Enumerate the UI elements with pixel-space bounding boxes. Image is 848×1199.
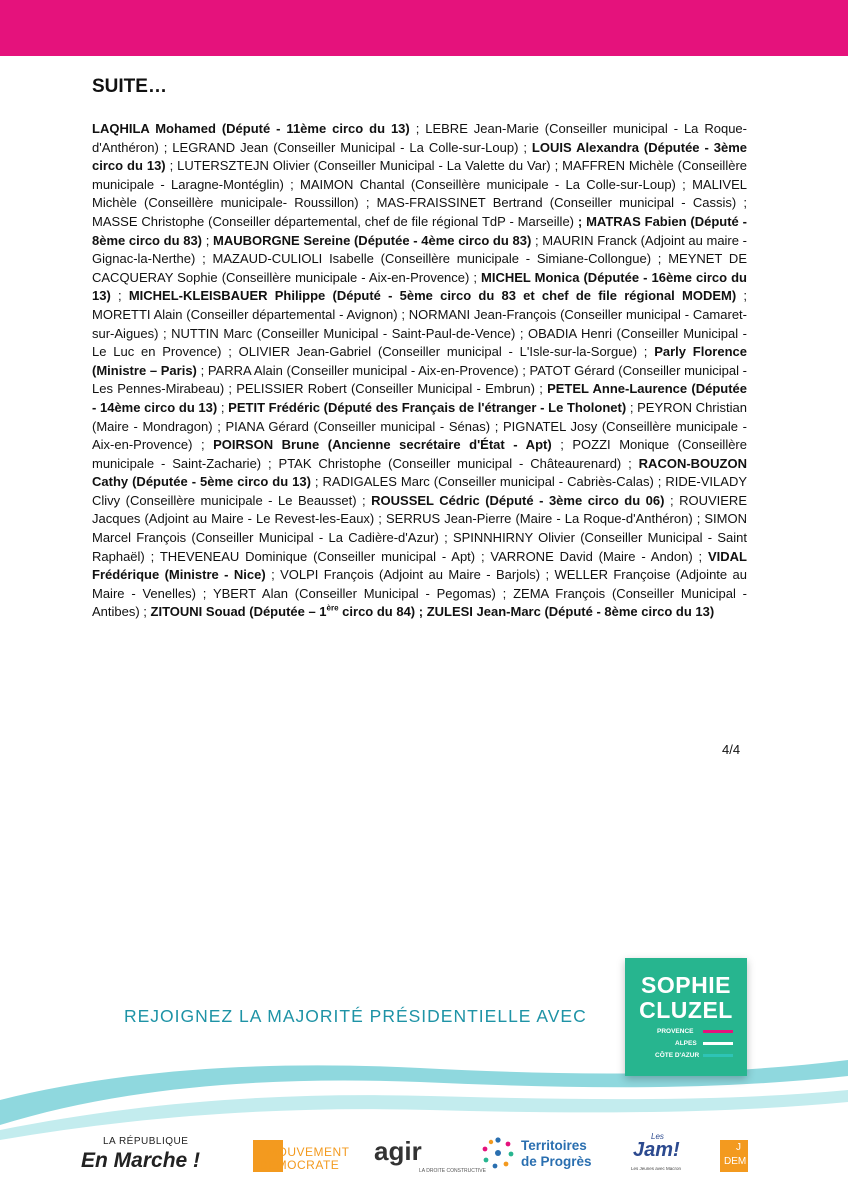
text-run: ; PEYRON Christian (Maire - Mondragon) ; PIANA Gérard (Conseiller municipal - Sénas) ; PIGNATEL Josy (Conseillère municipale - Aix-en-Provence) ; xyxy=(92,399,747,453)
bold-run: POIRSON Brune (Ancienne secrétaire d'État - Apt) xyxy=(213,437,552,453)
region-bar-pink xyxy=(703,1030,733,1033)
modem-logo-line-2: DEMOCRATE xyxy=(259,1158,340,1172)
page-number: 4/4 xyxy=(722,742,741,757)
jeunes-democrates-logo xyxy=(720,1140,748,1172)
territoires-logo-line-2: de Progrès xyxy=(521,1154,592,1169)
bold-run: LOUIS Alexandra (Députée - 3ème circo du 13) xyxy=(92,139,747,174)
text-run: ; ROUVIERE Jacques (Adjoint au Maire - Le Revest-les-Eaux) ; SERRUS Jean-Pierre (Maire - La Roque-d'Anthéron) ; SIMON Marcel François (Conseiller Municipal - La Cadière-d'Azur) ; SPINNHIRNY Olivier (Conseiller Municipal - Saint Raphaël) ; THEVENEAU Dominique (Conseiller municipal - Apt) ; VARRONE David (Maire - Andon) ; xyxy=(92,492,747,564)
text-run: ; RADIGALES Marc (Conseiller municipal - Cabriès-Calas) ; RIDE-VILADY Clivy (Conseillère municipale - Le Beausset) ; xyxy=(92,474,747,508)
superscript-run: ère xyxy=(326,604,339,614)
bold-run: ; MATRAS Fabien (Député - 8ème circo du 83) xyxy=(92,213,747,248)
text-run: ; POZZI Monique (Conseillère municipale - Saint-Zacharie) ; PTAK Christophe (Conseiller municipal - Châteaurenard) ; xyxy=(92,437,747,471)
modem-logo-line-1: MOUVEMENT xyxy=(267,1145,350,1159)
territoires-de-progres-icon xyxy=(480,1135,516,1171)
jam-logo-top: Les xyxy=(651,1132,664,1141)
bold-run: Parly Florence (Ministre – Paris) xyxy=(92,344,747,378)
candidate-last-name: CLUZEL xyxy=(639,997,733,1023)
bold-run: VIDAL Frédérique (Ministre - Nice) xyxy=(92,548,747,583)
text-run: ; xyxy=(110,288,129,304)
bold-run: MAUBORGNE Sereine (Députée - 4ème circo du 83) xyxy=(212,232,532,248)
text-run: ; LEBRE Jean-Marie (Conseiller municipal - La Roque-d'Anthéron) ; LEGRAND Jean (Conseiller Municipal - La Colle-sur-Loup) ; xyxy=(92,121,747,155)
lrem-logo: En Marche ! xyxy=(81,1149,201,1172)
candidate-logo xyxy=(625,958,747,1076)
agir-logo-subtitle: LA DROITE CONSTRUCTIVE xyxy=(419,1168,486,1174)
text-run: ; MAURIN Franck (Adjoint au maire - Gignac-la-Nerthe) ; MAZAUD-CULIOLI Isabelle (Conseillère municipale - Simiane-Collongue) ; MEYNET DE CACQUERAY Sophie (Conseillère municipale - Aix-en-Provence) ; xyxy=(92,232,747,285)
footer-tagline: REJOIGNEZ LA MAJORITÉ PRÉSIDENTIELLE AVEC xyxy=(124,1006,587,1026)
jam-logo-text: Jam! xyxy=(633,1139,680,1161)
modem-logo xyxy=(253,1140,351,1172)
text-run: ; xyxy=(202,232,213,248)
territoires-logo-line-1: Territoires xyxy=(521,1138,587,1153)
lrem-logo-top: LA RÉPUBLIQUE xyxy=(103,1136,189,1147)
page-heading: SUITE… xyxy=(92,76,167,97)
candidate-first-name: SOPHIE xyxy=(641,972,731,998)
text-run: ; MORETTI Alain (Conseiller départemental - Avignon) ; NORMANI Jean-François (Conseiller municipal - Camaret-sur-Aigues) ; NUTTIN Marc (Conseiller Municipal - Saint-Paul-de-Vence) ; OBADIA Henri (Conseiller Municipal - Le Luc en Provence) ; OLIVIER Jean-Gabriel (Conseiller municipal - L'Isle-sur-la-Sorgue) ; xyxy=(92,288,747,360)
bold-run: MICHEL-KLEISBAUER Philippe (Député - 5ème circo du 83 et chef de file régional MODEM) xyxy=(128,288,737,304)
bold-run: PETIT Frédéric (Député des Français de l'étranger - Le Tholonet) xyxy=(228,399,627,415)
region-bar-teal xyxy=(703,1054,733,1057)
bold-run: ROUSSEL Cédric (Député - 3ème circo du 06) xyxy=(371,492,665,508)
top-color-bar xyxy=(0,0,848,56)
bold-run: MICHEL Monica (Députée - 16ème circo du 13) xyxy=(92,269,747,304)
jdem-logo-line-1: J xyxy=(736,1142,741,1153)
text-run: ; xyxy=(217,399,229,415)
jdem-logo-line-2: DEM xyxy=(724,1156,747,1167)
region-line-1: PROVENCE xyxy=(657,1028,694,1035)
bold-run: PETEL Anne-Laurence (Députée - 14ème circo du 13) xyxy=(92,381,748,415)
region-line-3: CÔTE D'AZUR xyxy=(655,1052,700,1059)
text-run: ; PARRA Alain (Conseiller municipal - Aix-en-Provence) ; PATOT Gérard (Conseiller municipal - Les Pennes-Mirabeau) ; PELISSIER Robert (Conseiller Municipal - Embrun) ; xyxy=(92,362,748,397)
bold-run: RACON-BOUZON Cathy (Députée - 5ème circo du 13) xyxy=(92,455,747,490)
bold-run: LAQHILA Mohamed (Député - 11ème circo du 13) xyxy=(92,121,410,136)
bold-run: circo du 84) ; ZULESI Jean-Marc (Député - 8ème circo du 13) xyxy=(338,604,715,620)
jam-logo-subtitle: Les Jeunes avec Macron xyxy=(631,1166,682,1171)
region-bar-white xyxy=(703,1042,733,1045)
region-line-2: ALPES xyxy=(675,1040,697,1047)
signatories-paragraph xyxy=(92,120,747,622)
jeunes-avec-macron-logo xyxy=(631,1132,687,1172)
text-run: ; VOLPI François (Adjoint au Maire - Barjols) ; WELLER Françoise (Adjointe au Maire - Venelles) ; YBERT Alan (Conseiller Municipal - Pegomas) ; ZEMA François (Conseiller Municipal - Antibes) ; xyxy=(92,567,747,620)
text-run: ; LUTERSZTEJN Olivier (Conseiller Municipal - La Valette du Var) ; MAFFREN Michèle (Conseillère municipale - Laragne-Montéglin) ; MAIMON Chantal (Conseillère municipale - La Colle-sur-Loup) ; MALIVEL Michèle (Conseillère municipale- Roussillon) ; MAS-FRAISSINET Bertrand (Conseiller municipal - Cassis) ; MASSE Christophe (Conseiller départemental, chef de file régional TdP - Marseille) xyxy=(92,158,747,229)
bold-run: ZITOUNI Souad (Députée – 1 xyxy=(150,604,327,620)
agir-logo: agir xyxy=(374,1136,422,1166)
